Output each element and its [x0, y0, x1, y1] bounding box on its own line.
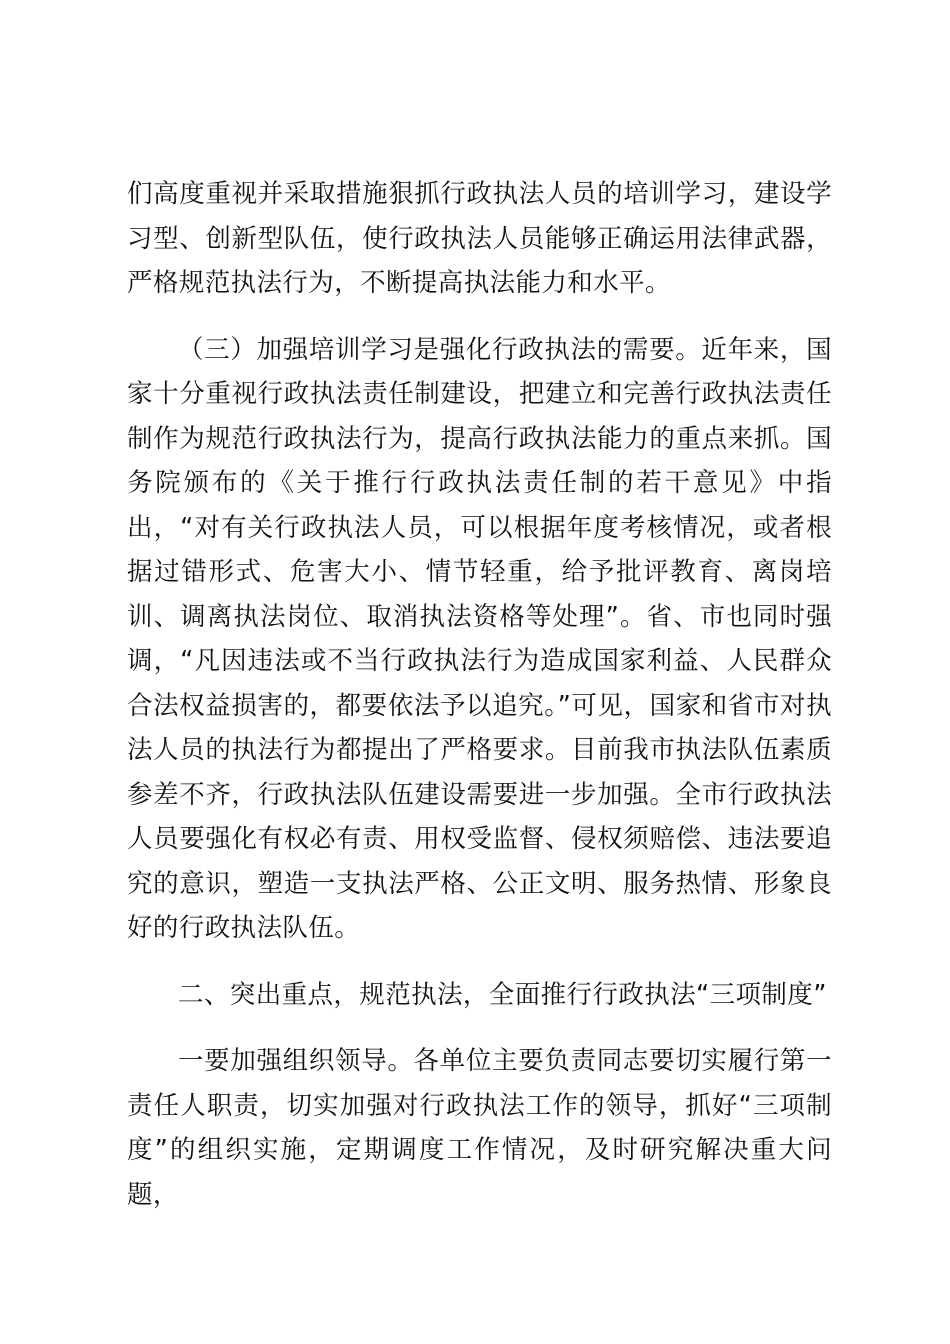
section-heading: 二、突出重点，规范执法，全面推行行政执法“三项制度” — [178, 979, 827, 1010]
paragraph-continuation: 们高度重视并采取措施狠抓行政执法人员的培训学习，建设学习型、创新型队伍，使行政执法人员能够正确运用法律武器，严格规范执法行为，不断提高执法能力和水平。 — [127, 179, 832, 298]
paragraph-section-three: （三）加强培训学习是强化行政执法的需要。近年来，国家十分重视行政执法责任制建设，把建立和完善行政执法责任制作为规范行政执法行为，提高行政执法能力的重点来抓。国务院颁布的《关于推行行政执法责任制的若干意见》中指出，“对有关行政执法人员，可以根据年度考核情况，或者根据过错形式、危害大小、情节轻重，给予批评教育、离岗培训、调离执法岗位、取消执法资格等处理”。省、市也同时强调，“凡因违法或不当行政执法行为造成国家利益、人民群众合法权益损害的，都要依法予以追究。”可见，国家和省市对执法人员的执法行为都提出了严格要求。目前我市执法队伍素质参差不齐，行政执法队伍建设需要进一步加强。全市行政执法人员要强化有权必有责、用权受监督、侵权须赔偿、违法要追究的意识，塑造一支执法严格、公正文明、服务热情、形象良好的行政执法队伍。 — [127, 334, 832, 943]
document-body — [127, 172, 832, 1217]
paragraph-item-one: 一要加强组织领导。各单位主要负责同志要切实履行第一责任人职责，切实加强对行政执法工作的领导，抓好“三项制度”的组织实施，定期调度工作情况，及时研究解决重大问题， — [127, 1046, 832, 1210]
